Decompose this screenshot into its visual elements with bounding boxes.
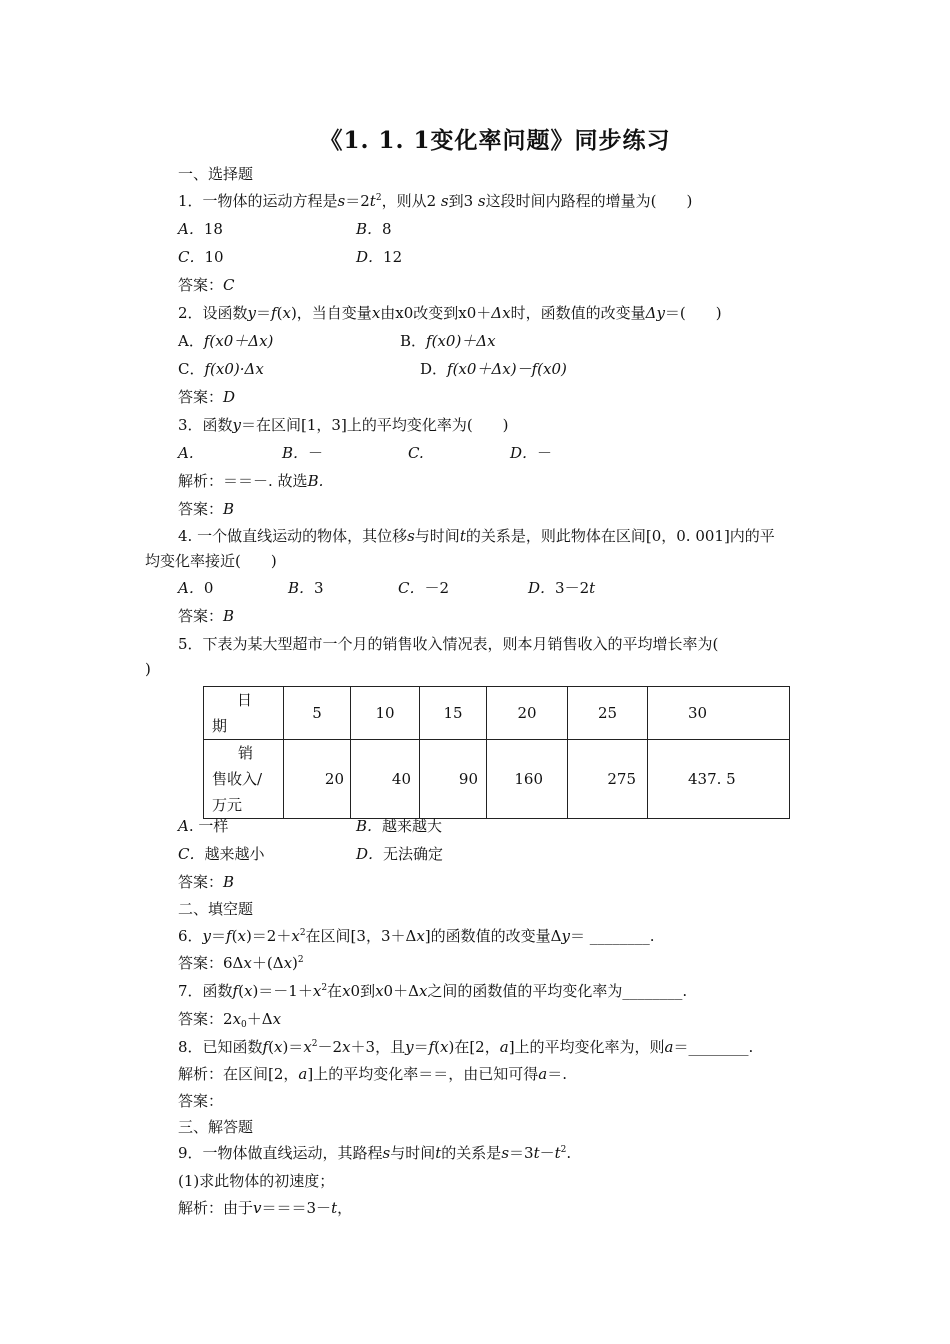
q2-answer: 答案：D — [178, 388, 236, 406]
section-heading-fill: 二、填空题 — [178, 900, 254, 918]
section-heading-choice: 一、选择题 — [178, 165, 254, 183]
q4-option-d: D．3－2t — [528, 579, 596, 597]
question-2: 2．设函数y＝f(x)，当自变量x由x0改变到x0＋Δx时，函数值的改变量Δy＝( ) — [178, 304, 722, 322]
question-5-line2: ) — [145, 660, 151, 678]
q6-answer: 答案：$6\Delta x+(\Delta x)^2$ — [178, 954, 304, 972]
q5-option-d: D．无法确定 — [356, 845, 444, 863]
q8-analysis: 解析：在区间[2，a]上的平均变化率＝＝，由已知可得a＝. — [178, 1065, 567, 1083]
q2-option-b: B．f(x0)＋Δx — [400, 332, 496, 350]
table-cell: 5 — [284, 687, 351, 740]
q5-option-a: A. 一样 — [178, 817, 229, 835]
q5-answer: 答案：B — [178, 873, 235, 891]
table-cell: 437. 5 — [648, 740, 790, 819]
table-cell: 20 — [487, 687, 568, 740]
table-cell: 10 — [351, 687, 420, 740]
sales-table — [203, 686, 790, 819]
q5-option-b: B．越来越大 — [356, 817, 443, 835]
q2-option-d: D．f(x0＋Δx)－f(x0) — [420, 360, 567, 378]
q8-answer: 答案： — [178, 1092, 224, 1110]
question-1: 1．一物体的运动方程是$s=2t^2$，则从2 s到3 s这段时间内路程的增量为( ) — [178, 192, 693, 210]
table-row — [204, 687, 790, 740]
q1-option-c: C．10 — [178, 248, 224, 266]
q9-part-1: (1)求此物体的初速度； — [178, 1172, 335, 1190]
q3-option-c: C. — [408, 444, 424, 462]
question-3: 3．函数y＝在区间[1，3]上的平均变化率为( ) — [178, 416, 509, 434]
question-8: 8．已知函数$f(x)=x^2-2x+3$，且y＝f(x)在[2，a]上的平均变化率为，则a＝________. — [178, 1038, 754, 1056]
q2-option-c: C．f(x0)·Δx — [178, 360, 264, 378]
question-6: 6．$y=f(x)=2+x^2$在区间[3，3＋Δx]的函数值的改变量Δy＝ ________. — [178, 927, 655, 945]
question-4-line2: 均变化率接近( ) — [145, 552, 277, 570]
table-cell: 15 — [420, 687, 487, 740]
table-cell: 40 — [351, 740, 420, 819]
table-cell: 30 — [648, 687, 790, 740]
q4-option-a: A．0 — [178, 579, 214, 597]
q1-option-a: A．18 — [178, 220, 223, 238]
table-cell: 275 — [568, 740, 648, 819]
q2-option-a: A．f(x0＋Δx) — [178, 332, 274, 350]
table-cell: 25 — [568, 687, 648, 740]
q3-analysis: 解析：＝＝－. 故选B. — [178, 472, 324, 490]
table-cell: 90 — [420, 740, 487, 819]
q1-option-b: B．8 — [356, 220, 392, 238]
table-header-cell: 销 售收入/ 万元 — [204, 740, 284, 819]
q4-answer: 答案：B — [178, 607, 235, 625]
q5-option-c: C．越来越小 — [178, 845, 265, 863]
table-header-cell: 日 期 — [204, 687, 284, 740]
question-5: 5．下表为某大型超市一个月的销售收入情况表，则本月销售收入的平均增长率为( — [178, 635, 719, 653]
q1-answer: 答案：C — [178, 276, 235, 294]
q3-option-d: D．－ — [510, 444, 553, 462]
table-cell: 20 — [284, 740, 351, 819]
question-9: 9．一物体做直线运动，其路程s与时间t的关系是$s=3t-t^2$. — [178, 1144, 572, 1162]
question-7: 7．函数$f(x)=-1+x^2$在x0到x0＋Δx之间的函数值的平均变化率为________. — [178, 982, 688, 1000]
table-row — [204, 740, 790, 819]
q9-analysis: 解析：由于v＝＝＝3－t， — [178, 1199, 353, 1217]
page-title: 《1. 1. 1变化率问题》同步练习 — [319, 127, 671, 154]
table-cell: 160 — [487, 740, 568, 819]
q4-option-b: B．3 — [288, 579, 324, 597]
section-heading-solve: 三、解答题 — [178, 1118, 254, 1136]
q7-answer: 答案：$2x_0+\Delta x$ — [178, 1010, 282, 1030]
q4-option-c: C．－2 — [398, 579, 450, 597]
q3-answer: 答案：B — [178, 500, 235, 518]
q3-option-a: A. — [178, 444, 194, 462]
question-4: 4. 一个做直线运动的物体，其位移s与时间t的关系是，则此物体在区间[0，0. 001]内的平 — [178, 527, 775, 545]
q3-option-b: B．－ — [282, 444, 324, 462]
q1-option-d: D．12 — [356, 248, 403, 266]
